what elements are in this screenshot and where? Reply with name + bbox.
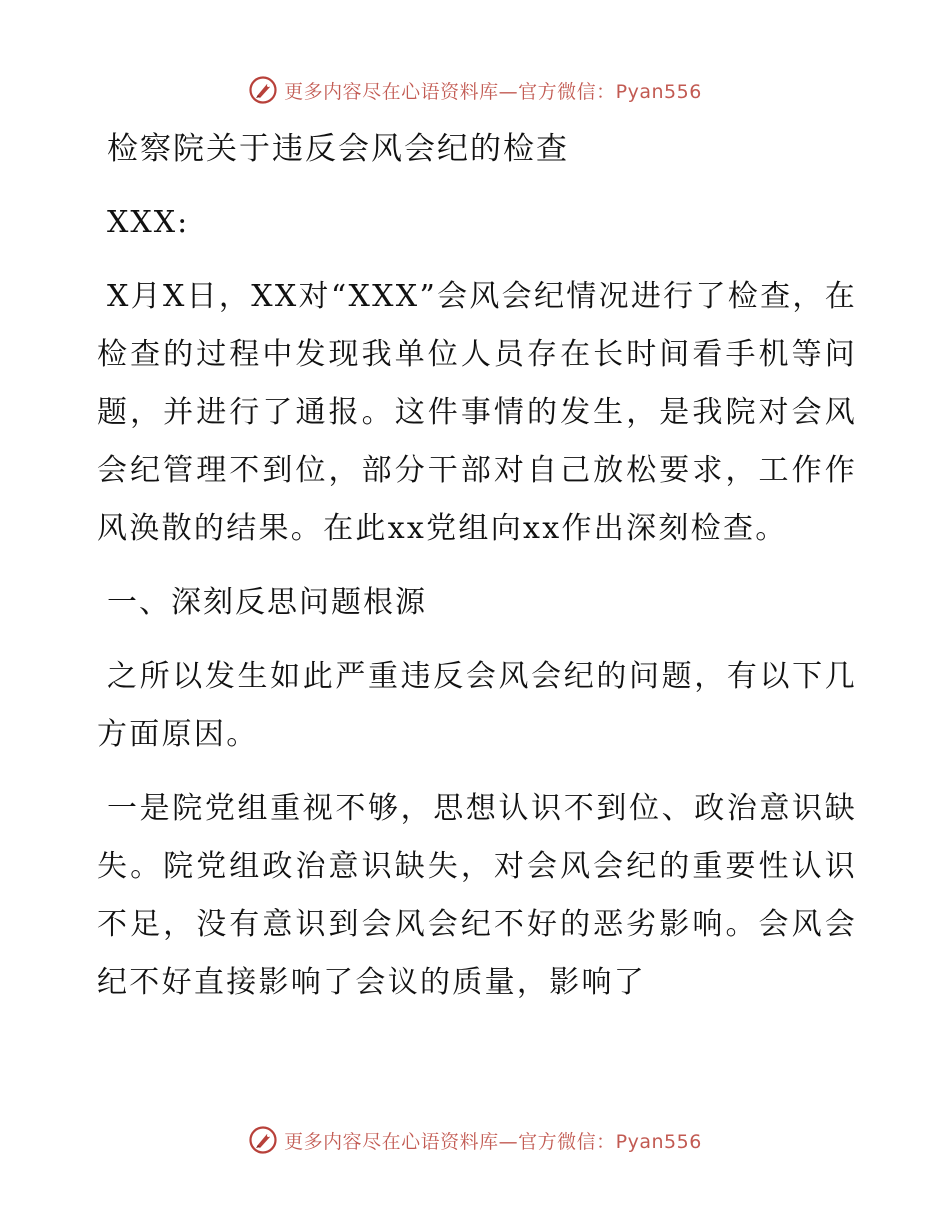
section-heading: 一、深刻反思问题根源: [107, 585, 427, 620]
document-title: 检察院关于违反会风会纪的检查: [107, 131, 569, 167]
document-body: [97, 120, 857, 1028]
section-paragraph-1: 之所以发生如此严重违反会风会纪的问题，有以下几方面原因。: [97, 659, 857, 752]
section-paragraph-2: 一是院党组重视不够，思想认识不到位、政治意识缺失。院党组政治意识缺失，对会风会纪的重要性认识不足，没有意识到会风会纪不好的恶劣影响。会风会纪不好直接影响了会议的质量，影响了: [97, 791, 857, 1000]
salutation: XXX:: [107, 205, 190, 240]
pen-nib-logo-icon: [248, 1125, 278, 1155]
pen-nib-logo-icon: [248, 75, 278, 105]
watermark-banner-bottom: [0, 1120, 950, 1160]
wechat-id: Pyan556: [615, 1130, 702, 1153]
watermark-text: 更多内容尽在心语资料库—官方微信：Pyan556: [284, 80, 702, 103]
watermark-text: 更多内容尽在心语资料库—官方微信：Pyan556: [284, 1130, 702, 1153]
intro-paragraph: X月X日，XX对“XXX”会风会纪情况进行了检查，在检查的过程中发现我单位人员存在长时间看手机等问题，并进行了通报。这件事情的发生，是我院对会风会纪管理不到位，部分干部对自己放松要求，工作作风涣散的结果。在此xx党组向xx作出深刻检查。: [97, 279, 857, 546]
wechat-id: Pyan556: [615, 80, 702, 103]
watermark-banner-top: [0, 70, 950, 110]
